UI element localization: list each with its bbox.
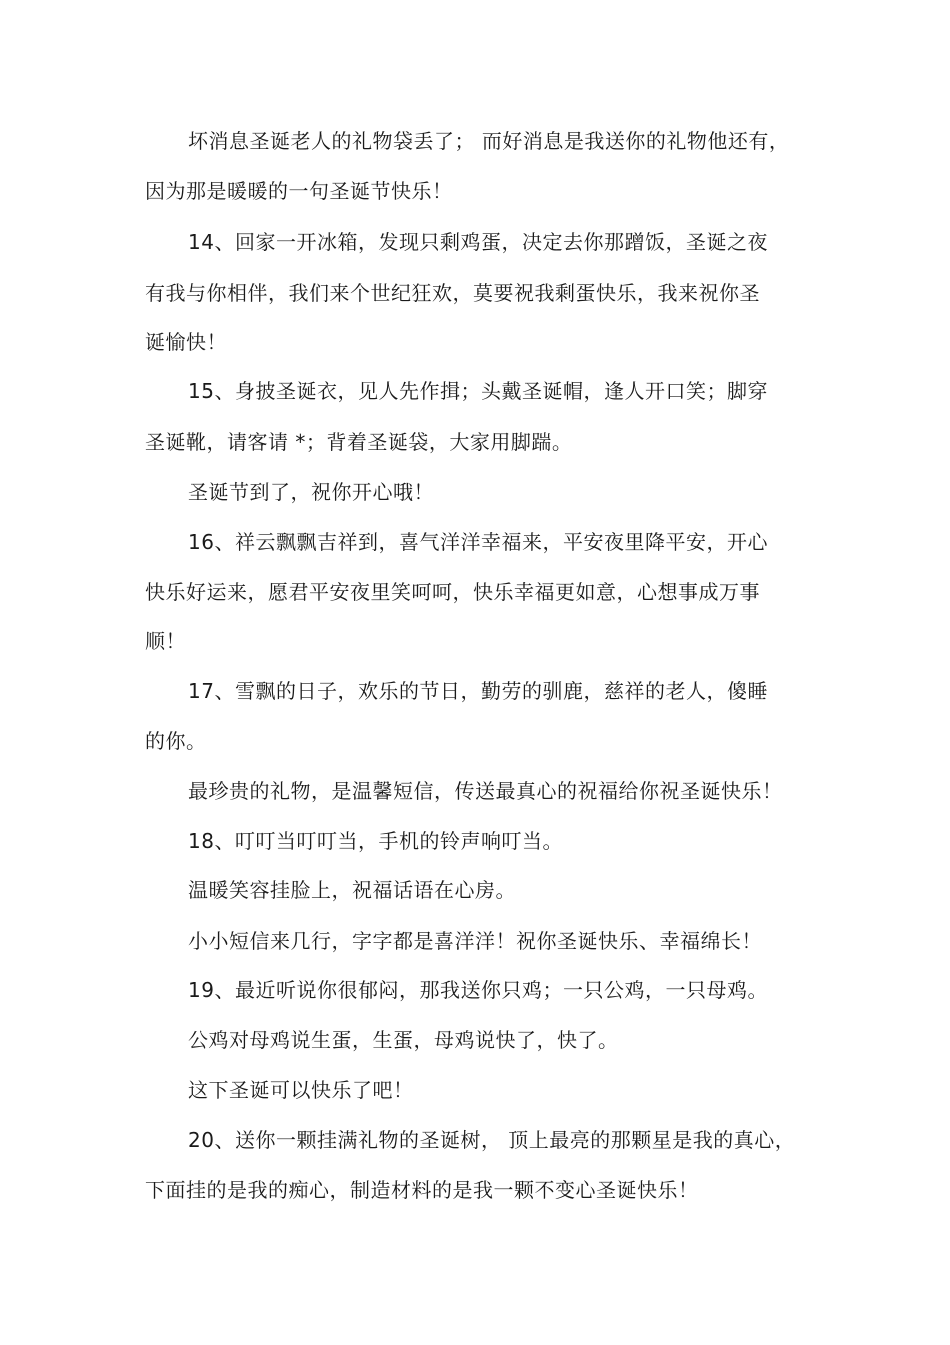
text-line: 快乐好运来，愿君平安夜里笑呵呵，快乐幸福更如意，心想事成万事	[145, 580, 760, 604]
text-line: 温暖笑容挂脸上，祝福话语在心房。	[188, 878, 516, 902]
text-line: 最珍贵的礼物，是温馨短信，传送最真心的祝福给你祝圣诞快乐！	[188, 779, 783, 803]
text-line: 因为那是暖暖的一句圣诞节快乐！	[145, 179, 453, 203]
text-line: 小小短信来几行，字字都是喜洋洋！祝你圣诞快乐、幸福绵长！	[188, 929, 762, 953]
text-line: 17、雪飘的日子，欢乐的节日，勤劳的驯鹿，慈祥的老人，傻睡	[188, 679, 768, 703]
text-line: 14、回家一开冰箱，发现只剩鸡蛋，决定去你那蹭饭，圣诞之夜	[188, 230, 768, 254]
text-line: 公鸡对母鸡说生蛋，生蛋，母鸡说快了，快了。	[188, 1028, 619, 1052]
text-line: 下面挂的是我的痴心，制造材料的是我一颗不变心圣诞快乐！	[145, 1178, 699, 1202]
text-line: 18、叮叮当叮叮当，手机的铃声响叮当。	[188, 829, 563, 853]
text-line: 这下圣诞可以快乐了吧！	[188, 1078, 414, 1102]
text-line: 的你。	[145, 729, 207, 753]
text-line: 圣诞靴，请客请 *；背着圣诞袋，大家用脚踹。	[145, 430, 573, 454]
text-line: 有我与你相伴，我们来个世纪狂欢，莫要祝我剩蛋快乐，我来祝你圣	[145, 281, 760, 305]
text-line: 诞愉快！	[145, 330, 227, 354]
text-line: 19、最近听说你很郁闷，那我送你只鸡；一只公鸡，一只母鸡。	[188, 978, 768, 1002]
text-line: 圣诞节到了，祝你开心哦！	[188, 480, 434, 504]
text-line: 20、送你一颗挂满礼物的圣诞树， 顶上最亮的那颗星是我的真心，	[188, 1128, 796, 1152]
text-line: 坏消息圣诞老人的礼物袋丢了； 而好消息是我送你的礼物他还有，	[188, 129, 790, 153]
text-line: 15、身披圣诞衣，见人先作揖；头戴圣诞帽，逢人开口笑；脚穿	[188, 379, 768, 403]
text-line: 16、祥云飘飘吉祥到，喜气洋洋幸福来，平安夜里降平安，开心	[188, 530, 768, 554]
text-line: 顺！	[145, 629, 186, 653]
